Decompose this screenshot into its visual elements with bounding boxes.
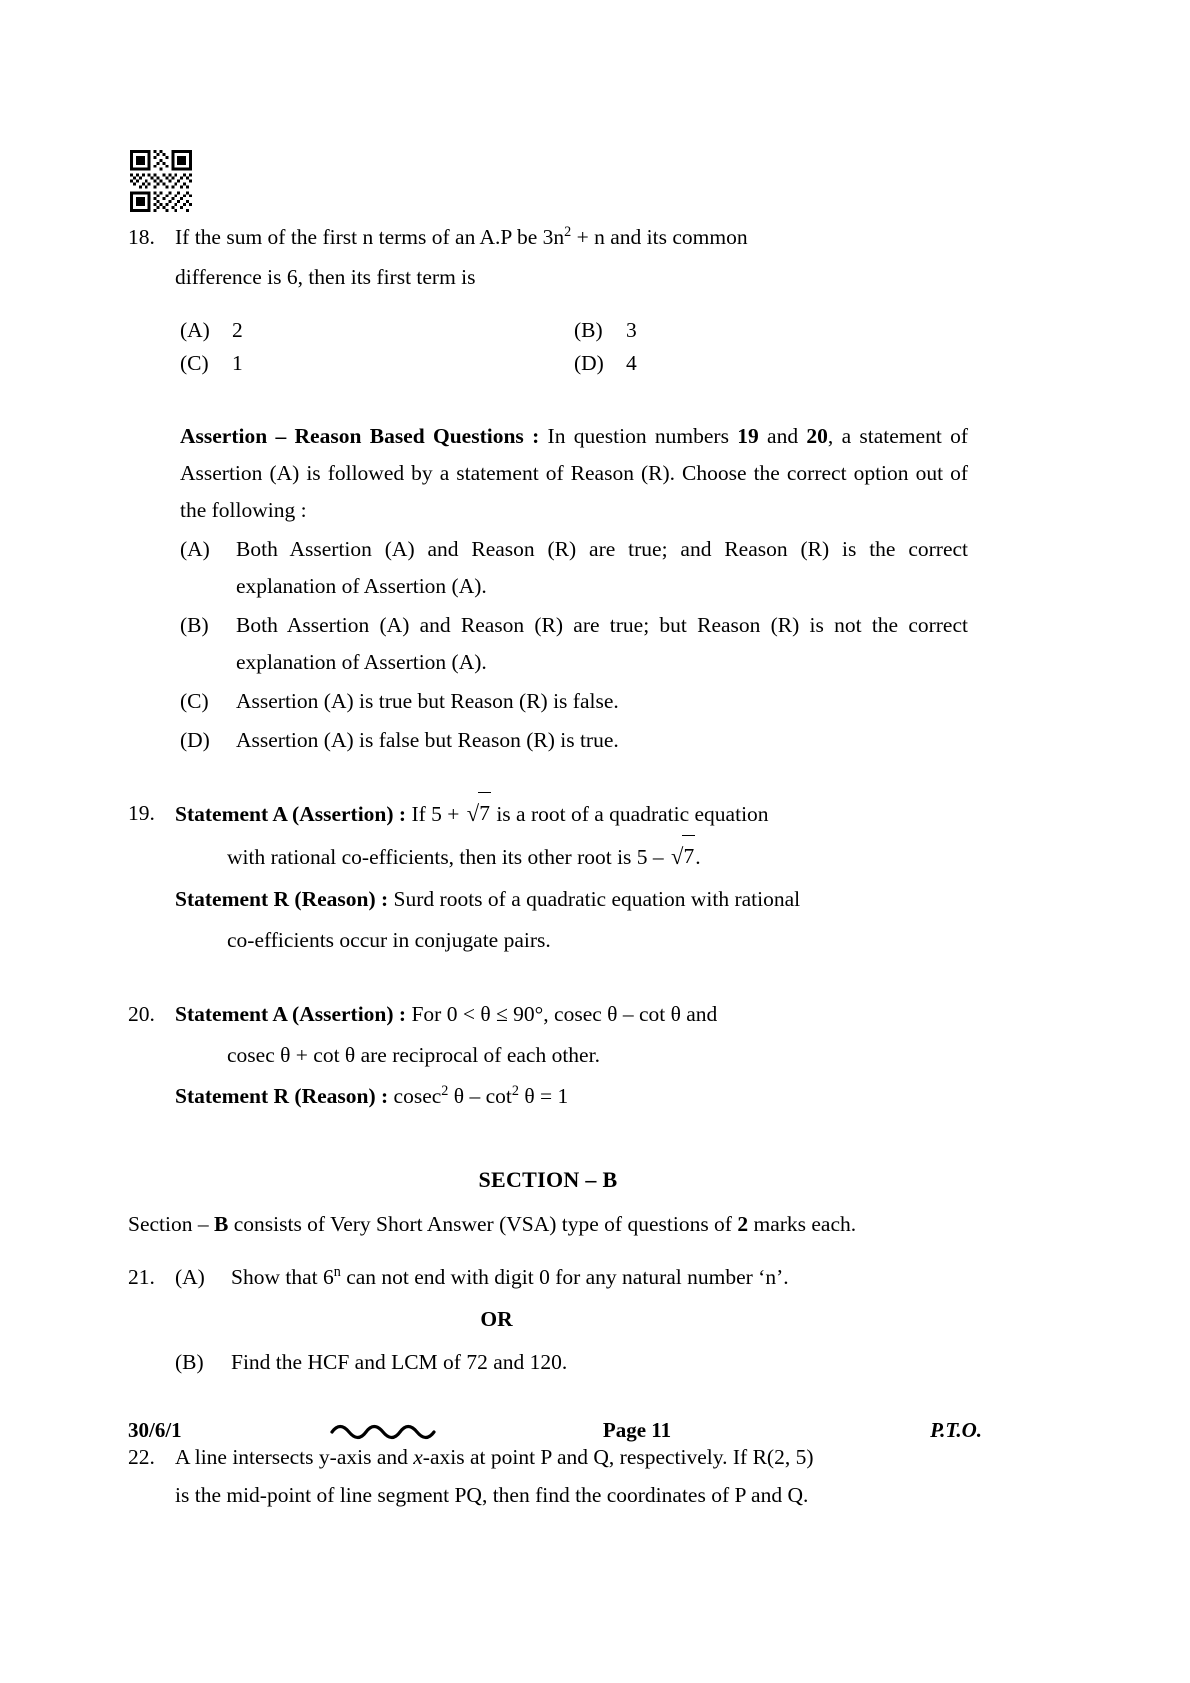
section-b-desc-a: Section –	[128, 1211, 214, 1236]
question-18	[128, 218, 968, 298]
page-content	[128, 150, 968, 1515]
option-c-tag: (C)	[180, 350, 209, 375]
question-21-sub-a	[175, 1258, 968, 1297]
question-22-number: 22.	[128, 1444, 155, 1469]
question-21-sub-a-body	[231, 1258, 968, 1297]
question-22-row	[128, 1438, 968, 1515]
option-a-value: 2	[232, 317, 243, 342]
question-19-assertion-text-1: If 5 +	[406, 801, 465, 826]
question-21-sub-b-tag: (B)	[175, 1349, 204, 1374]
section-b-desc-c: consists of Very Short Answer (VSA) type of questions of	[228, 1211, 738, 1236]
question-19-reason-line1	[175, 879, 968, 920]
radicand-2: 7	[682, 835, 695, 877]
assertion-option-b[interactable]	[180, 607, 968, 681]
question-21-sub-a-text-post: can not end with digit 0 for any natural number ‘n’.	[340, 1264, 789, 1289]
question-18-body	[175, 218, 968, 298]
question-21-sub-a-tag: (A)	[175, 1264, 205, 1289]
option-row-cd	[180, 347, 968, 380]
question-22-body	[175, 1438, 968, 1515]
section-b-desc-marks: 2	[737, 1211, 749, 1236]
qr-code-icon	[130, 150, 192, 212]
question-22-line1-a: A line intersects y	[175, 1444, 330, 1469]
question-18-line1	[175, 218, 968, 258]
question-19-number: 19.	[128, 800, 155, 825]
question-20-reason-post: θ = 1	[518, 1084, 569, 1109]
question-20-reason-sup-2: 2	[511, 1082, 519, 1099]
sqrt-icon-2: √7	[669, 836, 695, 879]
question-18-options	[128, 314, 968, 381]
question-19-row	[128, 793, 968, 960]
section-b-description	[128, 1205, 968, 1244]
section-b-desc-e: marks each.	[748, 1211, 857, 1236]
option-b-tag: (B)	[574, 317, 603, 342]
paper-code: 30/6/1	[128, 1418, 182, 1442]
question-19-reason-line2: co-efficients occur in conjugate pairs.	[227, 927, 551, 952]
option-a[interactable]	[180, 314, 574, 347]
question-19-assertion-line1	[175, 793, 968, 836]
question-21-or-label: OR	[480, 1307, 513, 1332]
question-19-assertion-line2	[175, 836, 968, 879]
question-22-line2: is the mid-point of line segment PQ, then find the coordinates of P and Q.	[175, 1483, 809, 1508]
assertion-reason-instructions	[128, 418, 968, 759]
question-19	[128, 793, 968, 960]
question-20-row	[128, 994, 968, 1117]
question-21-row-a	[128, 1258, 968, 1382]
question-18-exponent: 2	[564, 223, 572, 240]
option-d-tag: (D)	[574, 350, 604, 375]
radicand-1: 7	[478, 792, 491, 834]
question-22-x-var: x	[413, 1444, 423, 1469]
assertion-option-a-text: Both Assertion (A) and Reason (R) are true; and Reason (R) is the correct explanation of Assertion (A).	[236, 537, 968, 599]
assertion-option-b-text: Both Assertion (A) and Reason (R) are true; but Reason (R) is not the correct explanation of Assertion (A).	[236, 613, 968, 674]
question-20-reason-mid: θ – cot	[448, 1084, 512, 1109]
assertion-reason-intro	[180, 418, 968, 529]
squiggle-divider-icon	[278, 1421, 488, 1441]
section-b-title: SECTION – B	[478, 1166, 618, 1192]
question-21-number: 21.	[128, 1264, 155, 1289]
assertion-option-b-tag: (B)	[180, 613, 209, 637]
question-21-sub-b-text: Find the HCF and LCM of 72 and 120.	[231, 1349, 568, 1374]
assertion-reason-intro-c: and	[758, 424, 807, 449]
question-22	[128, 1438, 968, 1515]
question-22-line1-d: -axis at point P and Q, respectively. If R(2, 5)	[422, 1444, 814, 1469]
question-19-reason-text: Surd roots of a quadratic equation with rational	[388, 886, 801, 911]
section-b-desc-b: B	[214, 1211, 229, 1236]
question-20	[128, 994, 968, 1117]
question-20-body	[175, 994, 968, 1117]
assertion-reason-intro-e: , a statement of Assertion (A) is followed by a statement of Reason (R). Choose the correct option out of the following :	[180, 424, 969, 523]
question-20-reason-sup-1: 2	[441, 1082, 449, 1099]
option-d-value: 4	[626, 350, 637, 375]
question-21-sub-a-exponent: n	[333, 1263, 341, 1280]
question-19-body	[175, 793, 968, 960]
question-18-text-2: + n and its common	[571, 225, 748, 249]
question-22-line1	[175, 1438, 968, 1477]
question-20-reason-label: Statement R (Reason) :	[175, 1084, 389, 1109]
question-21-sub-b	[175, 1343, 968, 1382]
question-18-number: 18.	[128, 225, 155, 249]
question-18-line2: difference is 6, then its first term is	[175, 264, 476, 289]
question-19-assertion-text-2: is a root of a quadratic equation	[490, 801, 769, 826]
question-22-line1-b: -axis and	[329, 1444, 414, 1469]
option-c-value: 1	[232, 350, 243, 375]
question-20-reason-line	[175, 1076, 968, 1117]
option-b-value: 3	[626, 317, 637, 342]
question-21-sub-a-text-pre: Show that 6	[231, 1264, 334, 1289]
question-19-assertion-label: Statement A (Assertion) :	[175, 801, 407, 826]
assertion-option-c-tag: (C)	[180, 688, 209, 713]
question-19-reason-label: Statement R (Reason) :	[175, 886, 389, 911]
assertion-option-d[interactable]	[180, 722, 968, 759]
question-21	[128, 1258, 968, 1382]
assertion-reason-qnum-19: 19	[737, 424, 759, 449]
question-20-assertion-label: Statement A (Assertion) :	[175, 1002, 407, 1027]
question-18-text-1: If the sum of the first n terms of an A.P be 3n	[175, 225, 565, 249]
question-20-assertion-line2: cosec θ + cot θ are reciprocal of each other.	[227, 1043, 600, 1068]
assertion-reason-qnum-20: 20	[806, 424, 828, 449]
assertion-reason-heading: Assertion – Reason Based Questions :	[180, 424, 540, 449]
option-b[interactable]	[574, 314, 968, 347]
assertion-option-d-text: Assertion (A) is false but Reason (R) is true.	[236, 727, 619, 752]
question-20-number: 20.	[128, 1002, 155, 1027]
option-a-tag: (A)	[180, 317, 210, 342]
assertion-option-a-tag: (A)	[180, 537, 210, 562]
question-19-assertion-line2a: with rational co-efficients, then its other root is 5 –	[227, 844, 670, 869]
option-row-ab	[180, 314, 968, 347]
question-20-reason-pre: cosec	[388, 1084, 442, 1109]
assertion-option-c-text: Assertion (A) is true but Reason (R) is false.	[236, 688, 619, 713]
assertion-option-d-tag: (D)	[180, 727, 210, 752]
pto-label: P.T.O.	[930, 1418, 982, 1442]
assertion-reason-intro-a: In question numbers	[539, 424, 738, 449]
assertion-option-a[interactable]	[180, 531, 968, 605]
question-20-assertion-text: For 0 < θ ≤ 90°, cosec θ – cot θ and	[406, 1002, 718, 1027]
option-c[interactable]	[180, 347, 574, 380]
page-number: Page 11	[602, 1418, 672, 1442]
question-20-assertion-line1	[175, 994, 968, 1035]
page-footer	[128, 1418, 982, 1443]
question-19-assertion-line2b: .	[695, 844, 701, 869]
assertion-option-c[interactable]	[180, 683, 968, 720]
sqrt-icon-1: √7	[465, 793, 491, 836]
option-d[interactable]	[574, 347, 968, 380]
